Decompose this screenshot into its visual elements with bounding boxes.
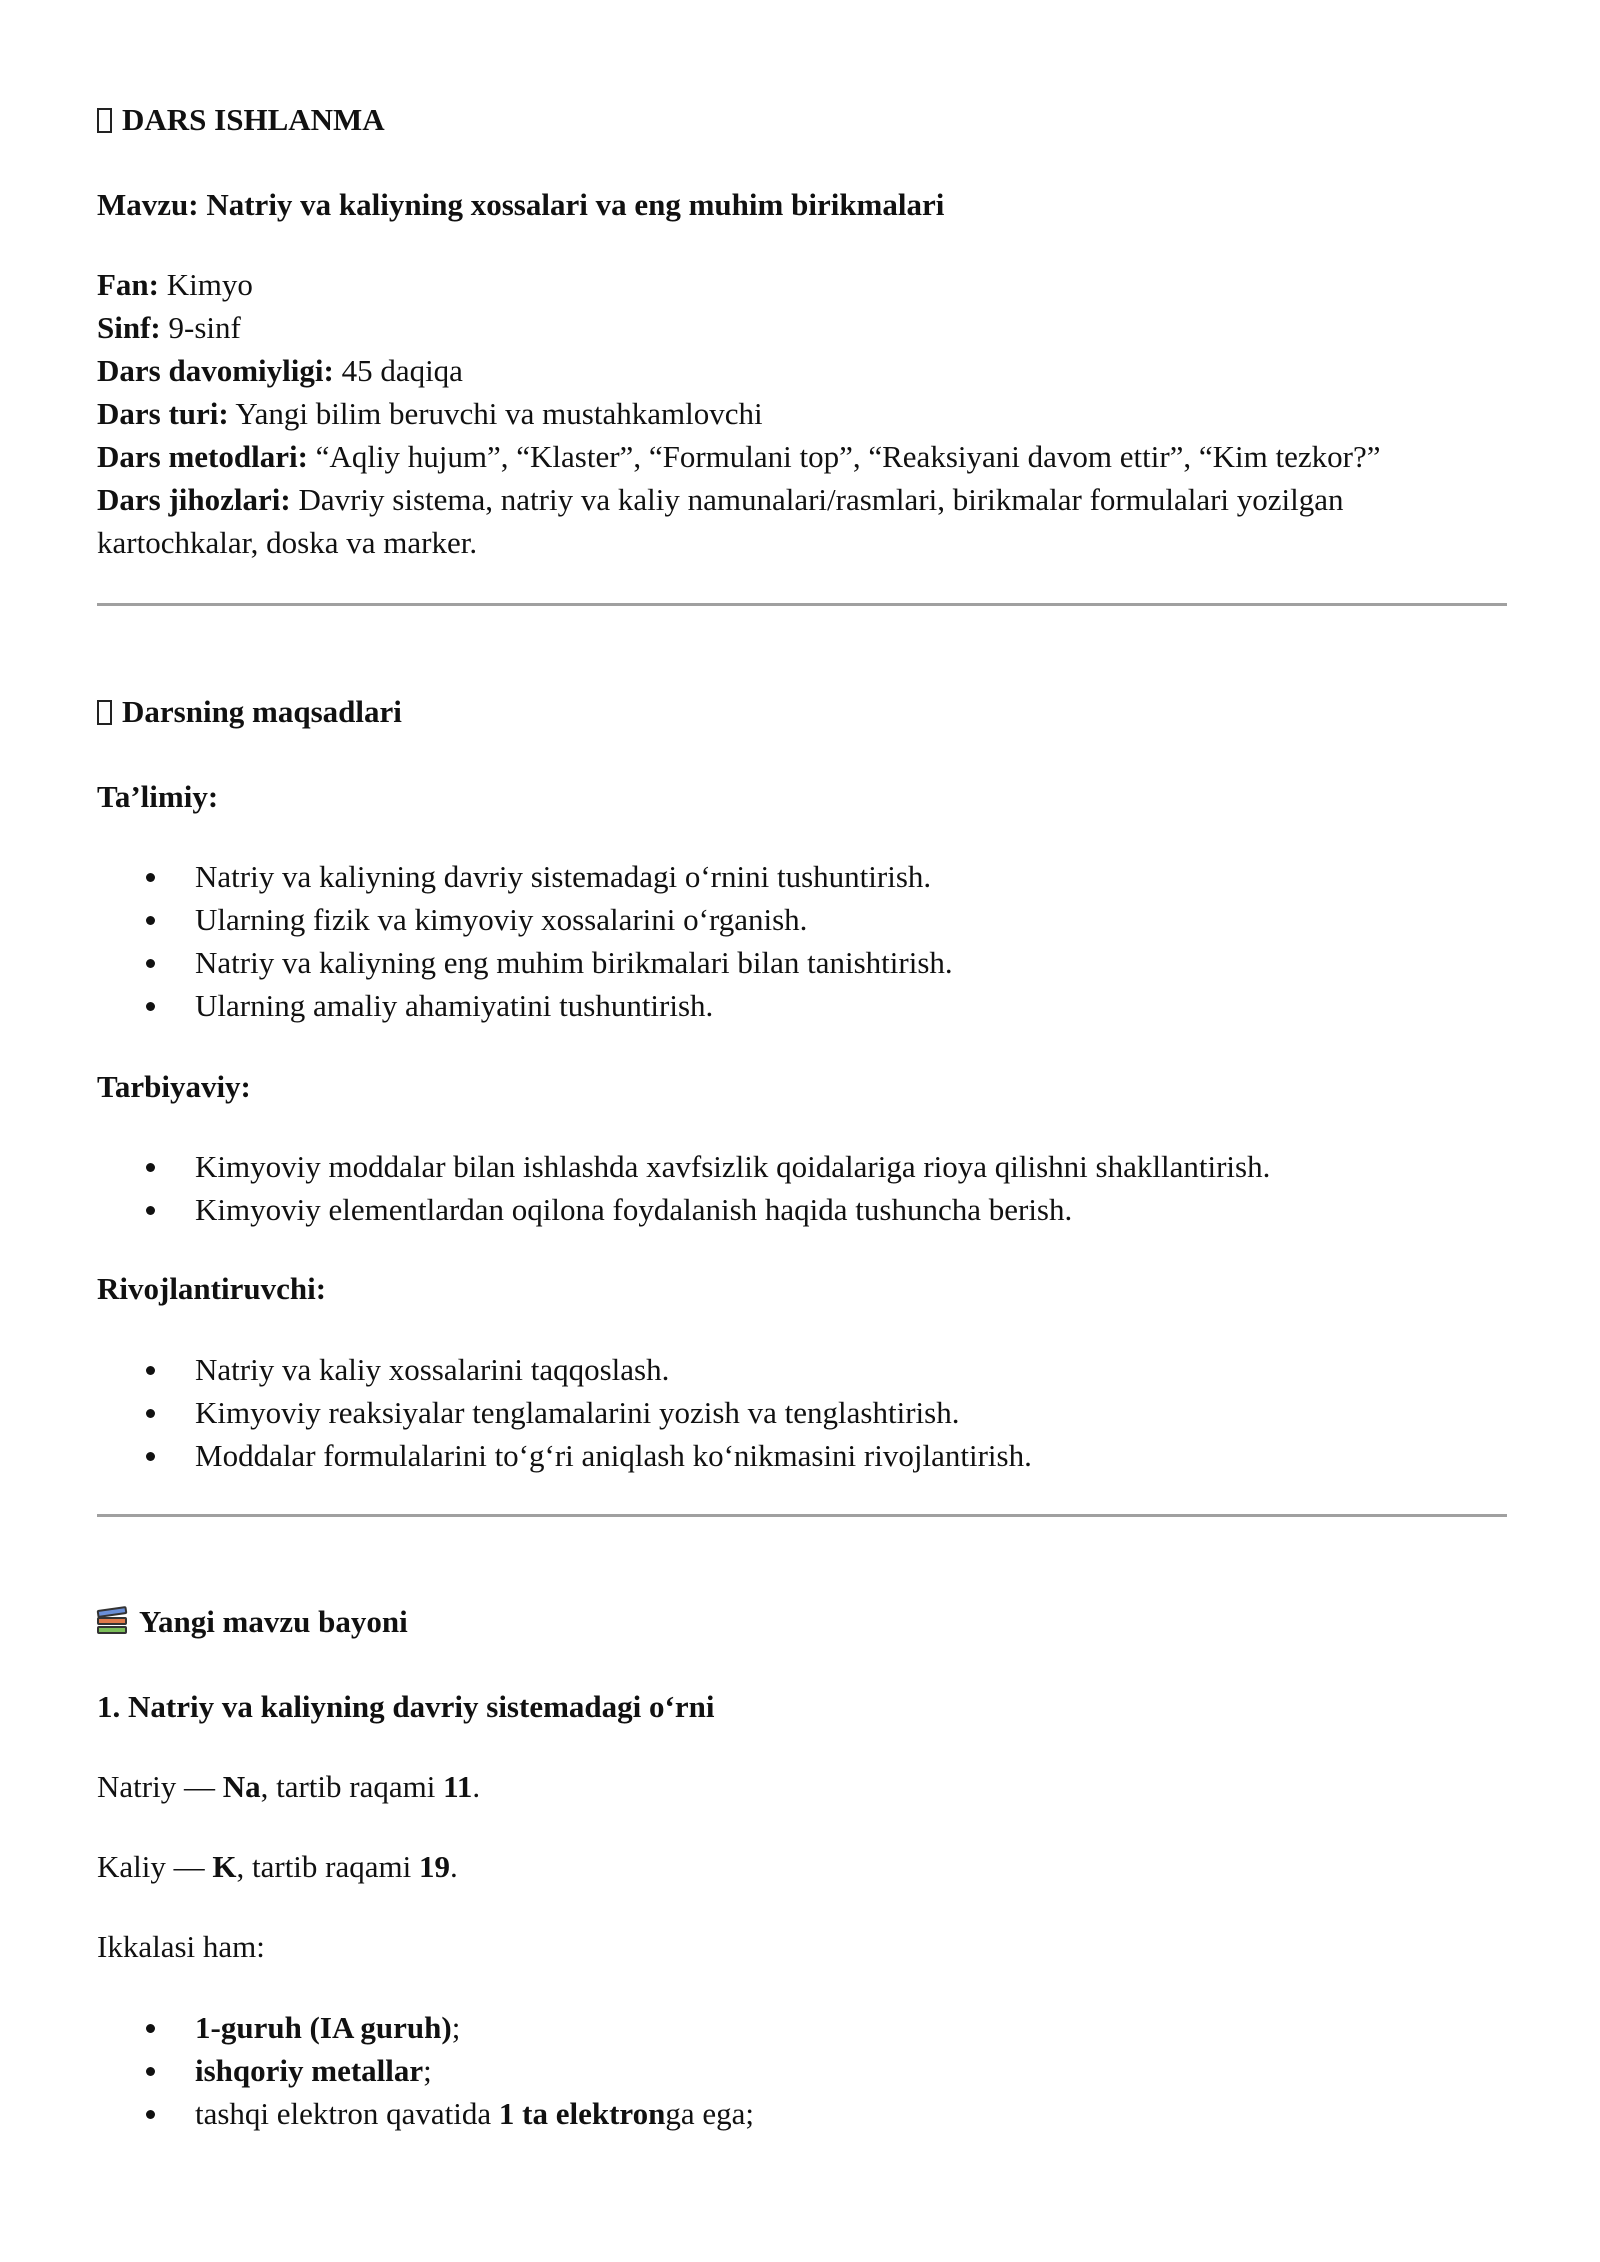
list-item: Natriy va kaliyning eng muhim birikmalari bilan tanishtirish. (97, 941, 1517, 984)
natriy-line: Natriy — Na, tartib raqami 11. (97, 1769, 481, 1804)
list-item: Kimyoviy elementlardan oqilona foydalanish haqida tushuncha berish. (97, 1188, 1517, 1231)
rivoj-heading: Rivojlantiruvchi: (97, 1271, 327, 1306)
missing-glyph-icon (97, 700, 112, 725)
talimiy-list (97, 855, 1517, 1027)
info-metodlari: Dars metodlari: “Aqliy hujum”, “Klaster”, “Formulani top”, “Reaksiyani davom ettir”, “Kim tezkor?” (97, 439, 1381, 474)
list-item: Moddalar formulalarini to‘g‘ri aniqlash ko‘nikmasini rivojlantirish. (97, 1434, 1517, 1477)
info-jihozlari: Dars jihozlari: Davriy sistema, natriy va kaliy namunalari/rasmlari, birikmalar formulalari yozilgan (97, 482, 1344, 517)
list-item: Ularning fizik va kimyoviy xossalarini o‘rganish. (97, 898, 1517, 941)
topic-line: Mavzu: Natriy va kaliyning xossalari va eng muhim birikmalari (97, 187, 945, 222)
tarbiyaviy-list (97, 1145, 1517, 1231)
tarbiyaviy-heading: Tarbiyaviy: (97, 1069, 251, 1104)
rivoj-list (97, 1348, 1517, 1477)
list-item: tashqi elektron qavatida 1 ta elektronga ega; (97, 2092, 1517, 2135)
list-item: Ularning amaliy ahamiyatini tushuntirish. (97, 984, 1517, 1027)
list-item: Kimyoviy reaksiyalar tenglamalarini yozish va tenglashtirish. (97, 1391, 1517, 1434)
list-item: Natriy va kaliyning davriy sistemadagi o‘rnini tushuntirish. (97, 855, 1517, 898)
section1-title: 1. Natriy va kaliyning davriy sistemadagi o‘rni (97, 1689, 715, 1724)
list-item: Kimyoviy moddalar bilan ishlashda xavfsizlik qoidalariga rioya qilishni shakllantirish. (97, 1145, 1517, 1188)
goals-title: Darsning maqsadlari (97, 690, 402, 733)
list-item: Natriy va kaliy xossalarini taqqoslash. (97, 1348, 1517, 1391)
list-item: ishqoriy metallar; (97, 2049, 1517, 2092)
info-jihozlari-cont: kartochkalar, doska va marker. (97, 525, 478, 560)
both-list (97, 2006, 1517, 2135)
divider (97, 1514, 1507, 1517)
document-title: DARS ISHLANMA (97, 98, 385, 141)
info-turi: Dars turi: Yangi bilim beruvchi va mustahkamlovchi (97, 396, 763, 431)
list-item: 1-guruh (IA guruh); (97, 2006, 1517, 2049)
lesson-info (97, 263, 1517, 564)
info-davomiyligi: Dars davomiyligi: 45 daqiqa (97, 353, 463, 388)
both-line: Ikkalasi ham: (97, 1929, 265, 1964)
divider (97, 603, 1507, 606)
talimiy-heading: Ta’limiy: (97, 779, 219, 814)
missing-glyph-icon (97, 108, 112, 133)
kaliy-line: Kaliy — K, tartib raqami 19. (97, 1849, 458, 1884)
books-icon (97, 1608, 129, 1636)
info-sinf: Sinf: 9-sinf (97, 310, 241, 345)
new-topic-title: Yangi mavzu bayoni (97, 1600, 408, 1643)
info-fan: Fan: Kimyo (97, 267, 253, 302)
